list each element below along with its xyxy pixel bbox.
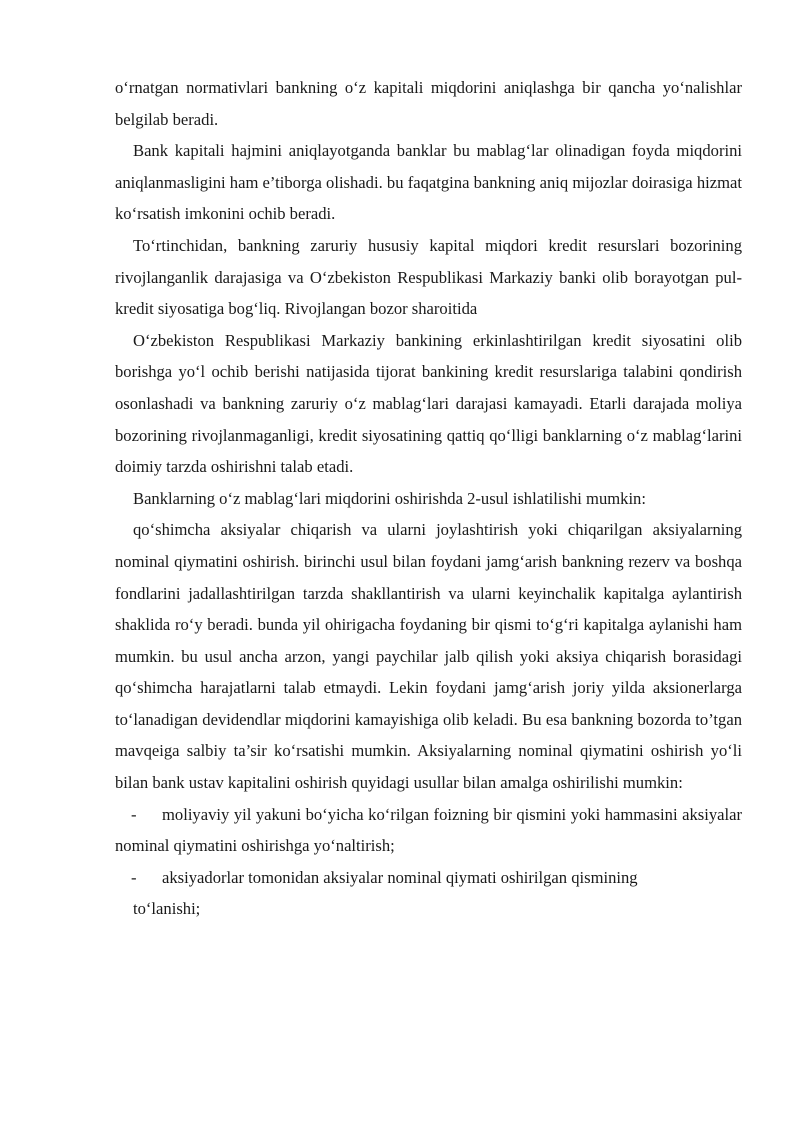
paragraph-4: O‘zbekiston Respublikasi Markaziy bankining erkinlashtirilgan kredit siyosatini olib borishga yo‘l ochib berishi natijasida tijorat bankining kredit resurslariga talabini qondirish osonlashadi va bankning zaruriy o‘z mablag‘lari darajasi kamayadi. Etarli darajada moliya bozorining rivojlanmaganligi, kredit siyosatining qattiq qo‘lligi banklarning o‘z mablag‘larini doimiy tarzda oshirishni talab etadi.	[115, 330, 742, 477]
list-item	[115, 799, 742, 862]
paragraph-1: o‘rnatgan normativlari bankning o‘z kapitali miqdorini aniqlashga bir qancha yo‘nalishlar belgilab beradi.	[115, 78, 742, 129]
paragraph-5: Banklarning o‘z mablag‘lari miqdorini oshirishda 2-usul ishlatilishi mumkin:	[133, 488, 646, 508]
paragraph-2: Bank kapitali hajmini aniqlayotganda banklar bu mablag‘lar olinadigan foyda miqdorini aniqlanmasligini ham e’tiborga olishadi. bu faqatgina bankning aniq mijozlar doirasiga hizmat ko‘rsatish imkonini ochib beradi.	[115, 141, 742, 224]
list-item	[115, 862, 742, 894]
list-item-text: aksiyadorlar tomonidan aksiyalar nominal qiymati oshirilgan qismining	[162, 867, 638, 887]
paragraph-3: To‘rtinchidan, bankning zaruriy hususiy kapital miqdori kredit resurslari bozorining rivojlanganlik darajasiga va O‘zbekiston Respublikasi Markaziy banki olib borayotgan pul-kredit siyosatiga bog‘liq. Rivojlangan bozor sharoitida	[115, 235, 742, 319]
paragraph-6: qo‘shimcha aksiyalar chiqarish va ularni joylashtirish yoki chiqarilgan aksiyalarning nominal qiymatini oshirish. birinchi usul bilan foydani jamg‘arish bankning rezerv va boshqa fondlarini jadallashtirilgan tarzda shakllantirish va ularni keyinchalik kapitalga aylantirish shaklida ro‘y beradi. bunda yil ohirigacha foydaning bir qismi to‘g‘ri kapitalga aylanishi ham mumkin. bu usul ancha arzon, yangi paychilar jalb qilish yoki aksiya chiqarish borasidagi qo‘shimcha harajatlarni talab etmaydi. Lekin foydani jamg‘arish joriy yilda aksionerlarga to‘lanadigan devidendlar miqdorini kamayishiga olib keladi. Bu esa bankning bozorda to’tgan mavqeiga salbiy ta’sir ko‘rsatishi mumkin. Aksiyalarning nominal qiymatini oshirish yo‘li bilan bank ustav kapitalini oshirish quyidagi usullar bilan amalga oshirilishi mumkin:	[115, 520, 742, 793]
list-marker: -	[131, 804, 137, 824]
list-marker: -	[131, 867, 137, 887]
list-item-continuation: to‘lanishi;	[133, 899, 201, 919]
document-page	[115, 72, 742, 925]
list-item-text: moliyaviy yil yakuni bo‘yicha ko‘rilgan foizning bir qismini yoki hammasini aksiyalar nominal qiymatini oshirishga yo‘naltirish;	[115, 804, 742, 856]
